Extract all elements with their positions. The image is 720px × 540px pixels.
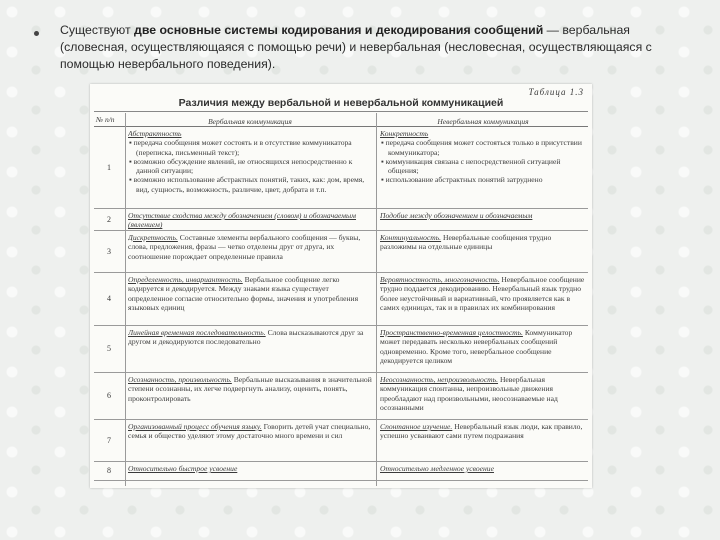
- verbal-property: Линейная временная последовательность.: [128, 328, 266, 337]
- nonverbal-property: Конкретность: [380, 129, 429, 138]
- verbal-description: Говорить детей учат специально, семья и общество уделяют этому достаточно много времени и сил: [128, 422, 371, 441]
- table-header-row: [94, 113, 588, 127]
- table-row: [94, 127, 588, 209]
- verbal-description: Вербальное сообщение легко кодируется и декодируется. Между знаками языка существует определенное согласие относительно формы, значения и употребления языковых единиц: [128, 275, 359, 312]
- nonverbal-property: Подобие между обозначением и обозначаемым: [380, 211, 533, 220]
- comparison-table: [94, 113, 588, 486]
- bullet-dot: [34, 31, 39, 36]
- header-num: № п/п: [96, 114, 115, 124]
- verbal-cell: [128, 373, 372, 421]
- nonverbal-description: Невербальная коммуникация спонтанна, непроизвольные движения преобладают над произвольными, неосознаваемые над осознанными: [380, 375, 558, 412]
- table-row: [94, 273, 588, 326]
- row-number: 8: [107, 466, 111, 476]
- table-title: Различия между вербальной и невербальной коммуникацией: [178, 97, 504, 109]
- verbal-cell: [128, 273, 372, 327]
- table-scan-image: [90, 84, 592, 488]
- table-row: [94, 209, 588, 231]
- table-row: [94, 462, 588, 481]
- nonverbal-description: Коммуникатор может передавать несколько невербальных сообщений одновременно. Кроме того, невербальное сообщение декодируется целиком: [380, 328, 573, 365]
- verbal-cell: [128, 326, 372, 374]
- verbal-property: Определенность, инвариантность.: [128, 275, 243, 284]
- nonverbal-property: Континуальность.: [380, 233, 442, 242]
- nonverbal-cell: [380, 127, 586, 210]
- list-item: ▪ передача сообщения может состоять и в отсутствие коммуникатора (переписка, письменный текст);: [129, 138, 352, 157]
- table-row: [94, 420, 588, 462]
- list-item: ▪ использование абстрактных понятий затруднено: [381, 175, 543, 185]
- row-number: 7: [107, 435, 111, 445]
- header-nonverbal: Невербальная коммуникация: [437, 116, 529, 126]
- table-row: [94, 326, 588, 373]
- verbal-cell: [128, 231, 372, 274]
- verbal-property: Дискретность.: [128, 233, 178, 242]
- table-row: [94, 231, 588, 273]
- nonverbal-property: Относительно медленное усвоение: [380, 464, 494, 473]
- title-rule: [94, 111, 588, 112]
- verbal-property: Относительно быстрое усвоение: [128, 464, 238, 473]
- list-item: ▪ возможно обсуждение явлений, не относящихся непосредственно к данной ситуации;: [129, 156, 353, 176]
- row-number: 4: [107, 294, 111, 304]
- verbal-cell: [128, 462, 372, 482]
- verbal-cell: [128, 127, 372, 210]
- row-number: 6: [107, 391, 111, 401]
- verbal-description: Составные элементы вербального сообщения — буквы, слова, предложения, фразы — четко отделены друг от друга, их соотношение порождает определенные правила: [128, 233, 361, 261]
- nonverbal-cell: [380, 462, 586, 482]
- nonverbal-property: Вероятностность, многозначность.: [380, 275, 500, 284]
- verbal-description: Слова высказываются друг за другом и декодируются последовательно: [128, 328, 364, 347]
- table-label: Таблица 1.3: [528, 87, 584, 97]
- nonverbal-property: Неосознанность, непроизвольность.: [380, 375, 499, 384]
- verbal-cell: [128, 209, 372, 232]
- list-item: ▪ передача сообщения может состояться только в присутствии коммуникатора;: [381, 138, 582, 157]
- header-verbal: Вербальная коммуникация: [208, 116, 292, 126]
- verbal-property: Осознанность, произвольность.: [128, 375, 232, 384]
- nonverbal-property: Пространственно-временная целостность.: [380, 328, 523, 337]
- nonverbal-cell: [380, 373, 586, 421]
- row-number: 5: [107, 344, 111, 354]
- row-number: 1: [107, 162, 111, 172]
- list-item: ▪ возможно использование абстрактных понятий, таких, как: дом, время, вид, сущность, возможность, различие, цвет, добрата и т.п.: [129, 175, 365, 194]
- intro-prefix: Существуют: [60, 23, 135, 37]
- intro-paragraph: [60, 22, 680, 73]
- verbal-description: Вербальные высказывания в значительной степени осознанны, их легче подвергнуть анализу, оценить, понять, проконтролировать: [128, 375, 372, 403]
- nonverbal-description: Невербальные сообщения трудно разложимы на отдельные единицы: [380, 233, 552, 252]
- nonverbal-cell: [380, 209, 586, 232]
- nonverbal-cell: [380, 273, 586, 327]
- verbal-property: Организованный процесс обучения языку.: [128, 422, 262, 431]
- nonverbal-cell: [380, 231, 586, 274]
- verbal-property: Абстрактность: [128, 129, 182, 138]
- nonverbal-cell: [380, 420, 586, 463]
- intro-emphasis: две основные системы кодирования и декодирования сообщений: [134, 23, 544, 37]
- verbal-cell: [128, 420, 372, 463]
- intro-suffix: — вербальная (словесная, осуществляющаяся с помощью речи) и невербальная (несловесная, осуществляющаяся с помощью невербального поведения).: [60, 23, 652, 71]
- row-number: 2: [107, 214, 111, 224]
- column-divider: [125, 113, 126, 486]
- row-number: 3: [107, 246, 111, 256]
- nonverbal-description: Невербальный язык люди, как правило, успешно усваивают сами путем подражания: [380, 422, 583, 441]
- verbal-property: Отсутствие сходства между обозначением (словом) и обозначаемым (явлением): [128, 211, 357, 230]
- nonverbal-cell: [380, 326, 586, 374]
- list-item: ▪ коммуникация связана с непосредственной ситуацией общения;: [381, 156, 561, 176]
- table-row: [94, 373, 588, 420]
- nonverbal-description: Невербальное сообщение трудно поддается декодированию. Невербальный язык трудно более неустойчивый и вариативный, что проявляется как в самих единицах, так и в правилах их комбинирования: [380, 275, 585, 312]
- column-divider: [376, 113, 377, 486]
- nonverbal-property: Спонтанное изучение.: [380, 422, 453, 431]
